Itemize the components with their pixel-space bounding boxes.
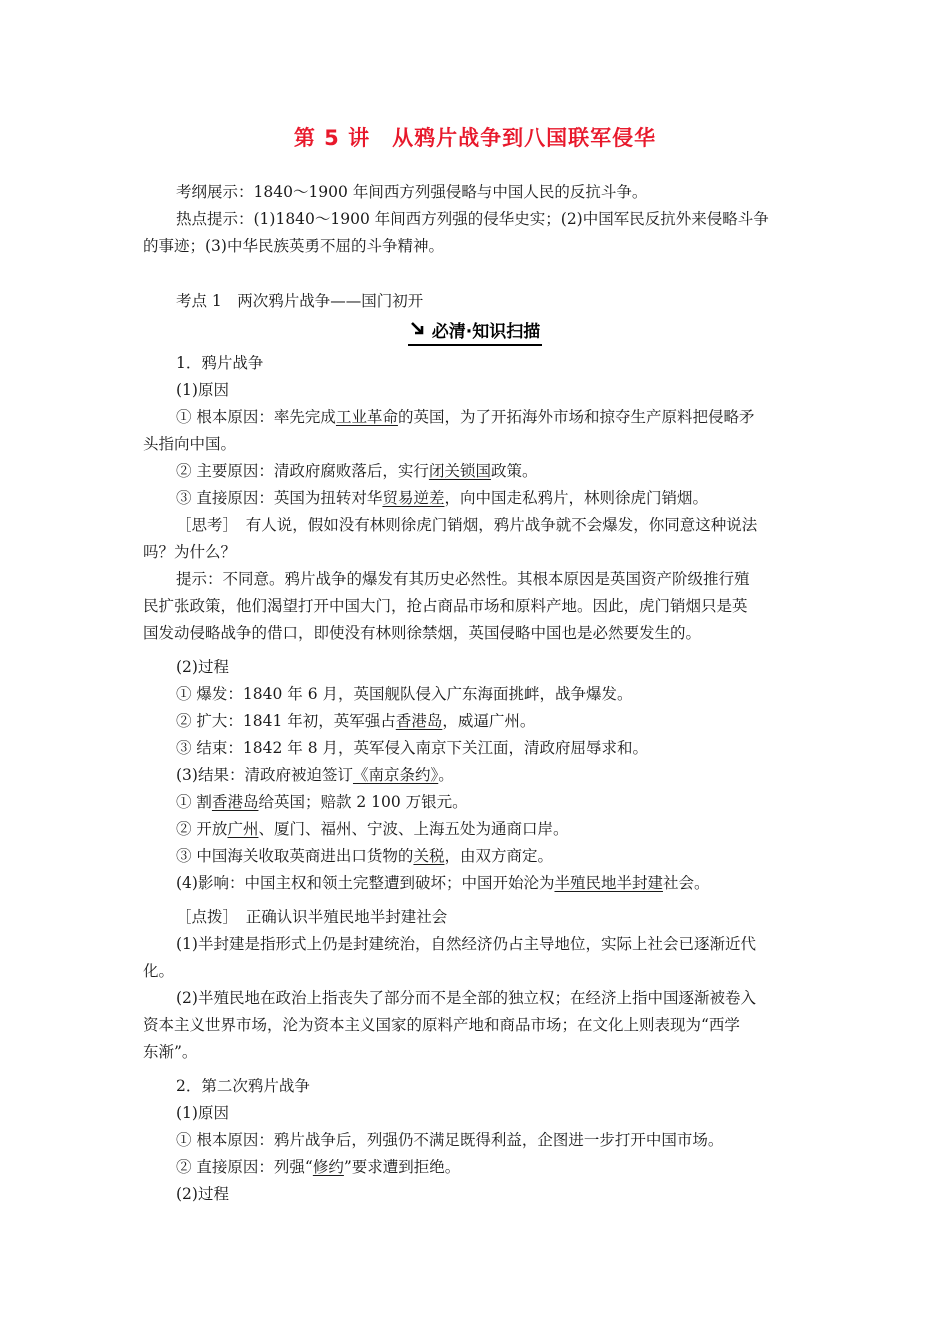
think-question: ［思考］ 有人说，假如没有林则徐虎门销烟，鸦片战争就不会爆发，你同意这种说法 [176, 516, 758, 534]
subsection-heading: (2)过程 [176, 658, 229, 676]
subsection-heading: (3)结果：清政府被迫签订《南京条约》。 [176, 766, 454, 784]
list-item: ③ 结束：1842 年 8 月，英军侵入南京下关江面，清政府屈辱求和。 [176, 739, 649, 757]
list-item: ② 主要原因：清政府腐败落后，实行闭关锁国政策。 [176, 462, 538, 480]
list-item: ③ 直接原因：英国为扭转对华贸易逆差，向中国走私鸦片，林则徐虎门销烟。 [176, 489, 708, 507]
list-item: ② 扩大：1841 年初，英军强占香港岛，威逼广州。 [176, 712, 536, 730]
list-item: ① 根本原因：率先完成工业革命的英国，为了开拓海外市场和掠夺生产原料把侵略矛 [176, 408, 755, 426]
list-item: ① 根本原因：鸦片战争后，列强仍不满足既得利益，企图进一步打开中国市场。 [176, 1131, 724, 1149]
list-item: ① 割香港岛给英国；赔款 2 100 万银元。 [176, 793, 468, 811]
hotspot-line: 热点提示：(1)1840～1900 年间西方列强的侵华史实；(2)中国军民反抗外来侵略斗争 [176, 210, 769, 228]
subsection-heading: (4)影响：中国主权和领土完整遭到破坏；中国开始沦为半殖民地半封建社会。 [176, 874, 710, 892]
list-item: ② 开放广州、厦门、福州、宁波、上海五处为通商口岸。 [176, 820, 569, 838]
arrow-down-right-icon [410, 321, 426, 342]
tip-text-cont: 化。 [143, 962, 175, 980]
hint-text-cont: 国发动侵略战争的借口，即使没有林则徐禁烟，英国侵略中国也是必然要发生的。 [143, 624, 702, 642]
syllabus-line: 考纲展示：1840～1900 年间西方列强侵略与中国人民的反抗斗争。 [176, 183, 648, 201]
page-title: 第 5 讲 从鸦片战争到八国联军侵华 [293, 126, 657, 150]
list-item-cont: 头指向中国。 [143, 435, 237, 453]
hint-text-cont: 民扩张政策，他们渴望打开中国大门，抢占商品市场和原料产地。因此，虎门销烟只是英 [143, 597, 748, 615]
knowledge-scan-banner [0, 317, 950, 346]
tip-text: (1)半封建是指形式上仍是封建统治，自然经济仍占主导地位，实际上社会已逐渐近代 [176, 935, 756, 953]
knowledge-scan-label: 必清·知识扫描 [431, 322, 541, 342]
subsection-heading: (1)原因 [176, 381, 229, 399]
section-heading: 2．第二次鸦片战争 [176, 1077, 310, 1095]
subsection-heading: (2)过程 [176, 1185, 229, 1203]
list-item: ① 爆发：1840 年 6 月，英国舰队侵入广东海面挑衅，战争爆发。 [176, 685, 633, 703]
section-heading: 1．鸦片战争 [176, 354, 264, 372]
list-item: ③ 中国海关收取英商进出口货物的关税，由双方商定。 [176, 847, 553, 865]
think-question-cont: 吗？为什么？ [143, 543, 237, 561]
hotspot-line-cont: 的事迹；(3)中华民族英勇不屈的斗争精神。 [143, 237, 444, 255]
hint-text: 提示：不同意。鸦片战争的爆发有其历史必然性。其根本原因是英国资产阶级推行殖 [176, 570, 750, 588]
topic-heading: 考点 1 两次鸦片战争——国门初开 [176, 292, 424, 310]
subsection-heading: (1)原因 [176, 1104, 229, 1122]
tip-text-cont: 资本主义世界市场，沦为资本主义国家的原料产地和商品市场；在文化上则表现为“西学 [143, 1016, 740, 1034]
list-item: ② 直接原因：列强“修约”要求遭到拒绝。 [176, 1158, 461, 1176]
tip-text: (2)半殖民地在政治上指丧失了部分而不是全部的独立权；在经济上指中国逐渐被卷入 [176, 989, 756, 1007]
tip-heading: ［点拨］ 正确认识半殖民地半封建社会 [176, 908, 448, 926]
tip-text-cont: 东渐”。 [143, 1043, 198, 1061]
